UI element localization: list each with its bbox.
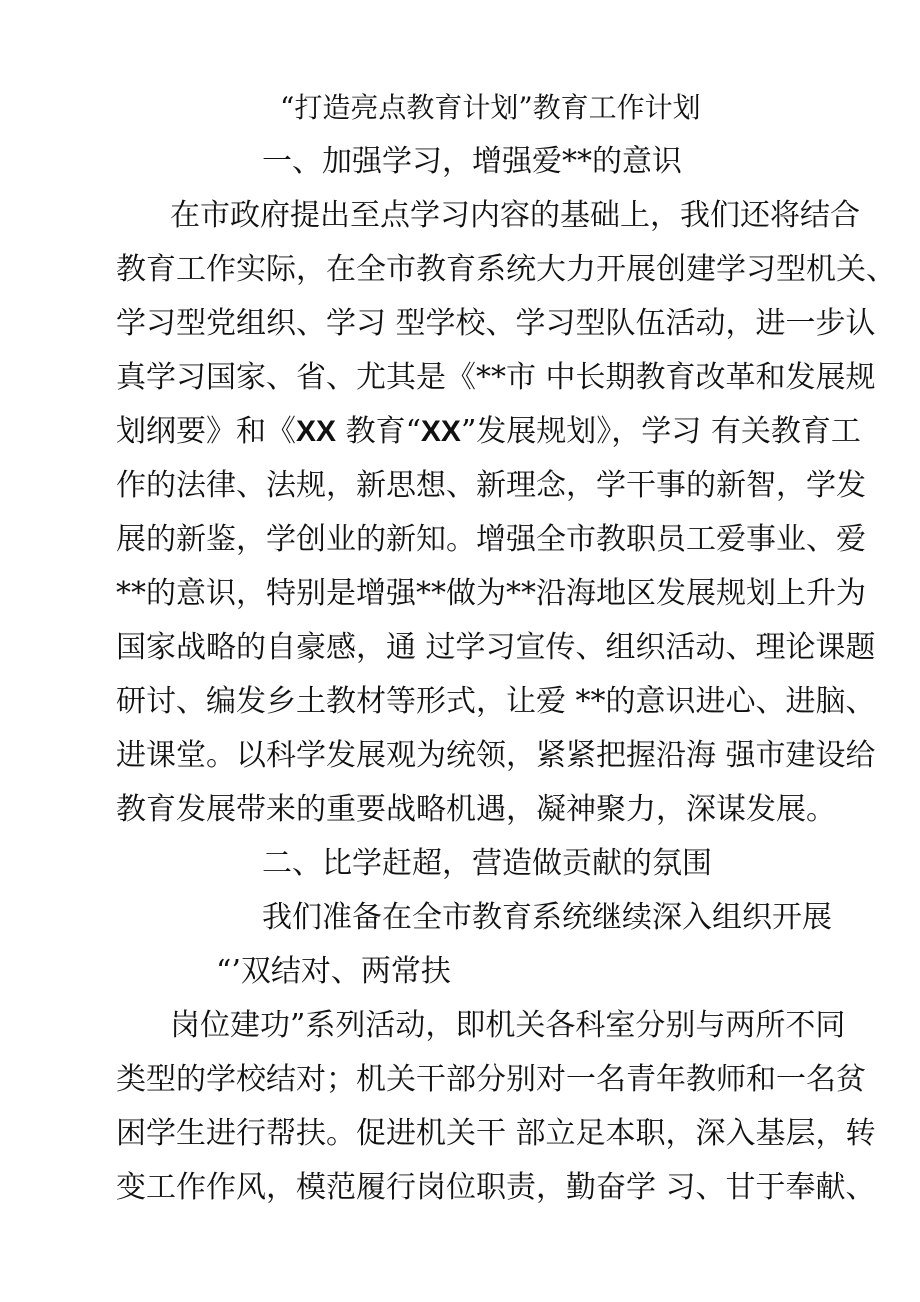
- paragraph-line: 学习型党组织、学习 型学校、学习型队伍活动，进一步认: [116, 306, 876, 341]
- placeholder-code: XX: [296, 415, 337, 448]
- paragraph-line: **的意识，特别是增强**做为**沿海地区发展规划上升为: [116, 576, 866, 611]
- paragraph-line: 变工作作风，模范履行岗位职责，勤奋学 习、甘于奉献、: [116, 1170, 876, 1205]
- document-title: “打造亮点教育计划”教育工作计划: [280, 91, 701, 124]
- paragraph-line: 展的新鉴，学创业的新知。增强全市教职员工爱事业、爱: [116, 522, 866, 557]
- paragraph-line: 教育工作实际，在全市教育系统大力开展创建学习型机关、: [116, 252, 896, 287]
- paragraph-line: 岗位建功”系列活动，即机关各科室分别与两所不同: [170, 1008, 846, 1043]
- line-segment: 划纲要》和《: [116, 414, 296, 449]
- paragraph-line: 真学习国家、省、尤其是《**市 中长期教育改革和发展规: [116, 360, 876, 395]
- paragraph-line: 进课堂。以科学发展观为统领，紧紧把握沿海 强市建设给: [116, 738, 876, 773]
- paragraph-line: 作的法律、法规，新思想、新理念，学干事的新智，学发: [116, 468, 866, 503]
- paragraph-line: 在市政府提出至点学习内容的基础上，我们还将结合: [170, 198, 860, 233]
- paragraph-line: 国家战略的自豪感，通 过学习宣传、组织活动、理论课题: [116, 630, 876, 665]
- placeholder-code: XX: [420, 415, 461, 448]
- line-segment: 教育“: [345, 414, 421, 449]
- paragraph-line: “’双结对、两常扶: [216, 954, 451, 989]
- paragraph-line: 研讨、编发乡土教材等形式，让爱 **的意识进心、进脑、: [116, 684, 876, 719]
- section-heading-1: 一、加强学习，增强爱**的意识: [262, 144, 682, 179]
- paragraph-line: 教育发展带来的重要战略机遇，凝神聚力，深谋发展。: [116, 792, 836, 827]
- section-heading-2: 二、比学赶超，营造做贡献的氛围: [262, 846, 712, 881]
- paragraph-line: 类型的学校结对；机关干部分别对一名青年教师和一名贫: [116, 1062, 866, 1097]
- line-segment: ”发展规划》，学习 有关教育工: [460, 414, 861, 449]
- paragraph-line: 我们准备在全市教育系统继续深入组织开展: [262, 900, 832, 935]
- paragraph-line: [116, 412, 861, 452]
- paragraph-line: 困学生进行帮扶。促进机关干 部立足本职，深入基层，转: [116, 1116, 876, 1151]
